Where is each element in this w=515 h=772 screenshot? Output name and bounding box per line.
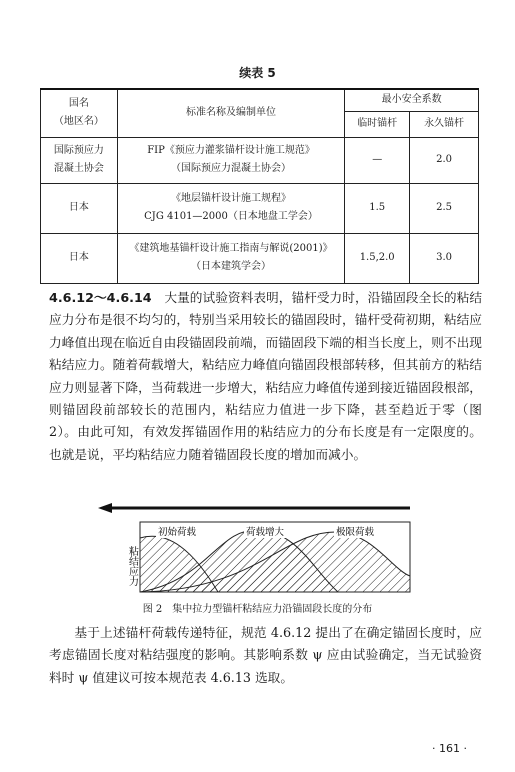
label-ultimate-load: 极限荷载 xyxy=(336,527,375,538)
header-safety-factor: 最小安全系数 xyxy=(345,89,479,111)
label-initial-load: 初始荷载 xyxy=(158,527,197,538)
header-region: 国名 （地区名） xyxy=(41,89,118,137)
body-paragraph: 基于上述锚杆荷载传递特征，规范 4.6.12 提出了在确定锚固长度时，应考虑锚固长度对粘结强度的影响。其影响系数 ψ 应由试验确定，当无试验资料时 ψ 值建议可按本规范表 4.6.13 选取。 xyxy=(49,625,482,685)
figure-caption: 图 2 集中拉力型锚杆粘结应力沿锚固段长度的分布 xyxy=(142,604,373,615)
table-row: 国际预应力 混凝土协会 FIP《预应力灌浆锚杆设计施工规范》 （国际预应力混凝土协会） — 2.0 xyxy=(41,137,479,183)
section-number: 4.6.12～4.6.14 xyxy=(49,290,152,305)
bond-stress-figure xyxy=(98,500,418,596)
table-row: 日本 《地层锚杆设计施工规程》 CJG 4101—2000（日本地盘工学会） 1.5 2.5 xyxy=(41,183,479,233)
y-axis-label: 粘结应力 xyxy=(126,546,138,586)
label-increased-load: 荷载增大 xyxy=(246,527,285,538)
section-text: 大量的试验资料表明，锚杆受力时，沿锚固段全长的粘结应力分布是很不均匀的，特别当采用较长的锚固段时，锚杆受荷初期，粘结应力峰值出现在临近自由段锚固段前端，而锚固段下端的相当长度上，则不出现粘结应力。随着荷载增大，粘结应力峰值向锚固段根部转移，但其前方的粘结应力则显著下降，当荷载进一步增大，粘结应力峰值传递到接近锚固段根部，则锚固段前部较长的范围内，粘结应力值进一步下降，甚至趋近于零（图 2）。由此可知，有效发挥锚固作用的粘结应力的分布长度是有一定限度的。也就是说，平均粘结应力随着锚固段长度的增加而减小。 xyxy=(49,290,483,462)
table-title: 续表 5 xyxy=(239,66,276,80)
table-row: 日本 《建筑地基锚杆设计施工指南与解说(2001)》 （日本建筑学会） 1.5,2.0 3.0 xyxy=(41,233,479,283)
section-paragraph xyxy=(49,287,482,466)
header-permanent: 永久锚杆 xyxy=(410,111,479,137)
safety-factor-table xyxy=(40,88,479,284)
header-temporary: 临时锚杆 xyxy=(345,111,410,137)
header-standard: 标准名称及编制单位 xyxy=(117,89,344,137)
page-number: · 161 · xyxy=(432,742,467,755)
tension-arrow-head xyxy=(98,503,112,513)
